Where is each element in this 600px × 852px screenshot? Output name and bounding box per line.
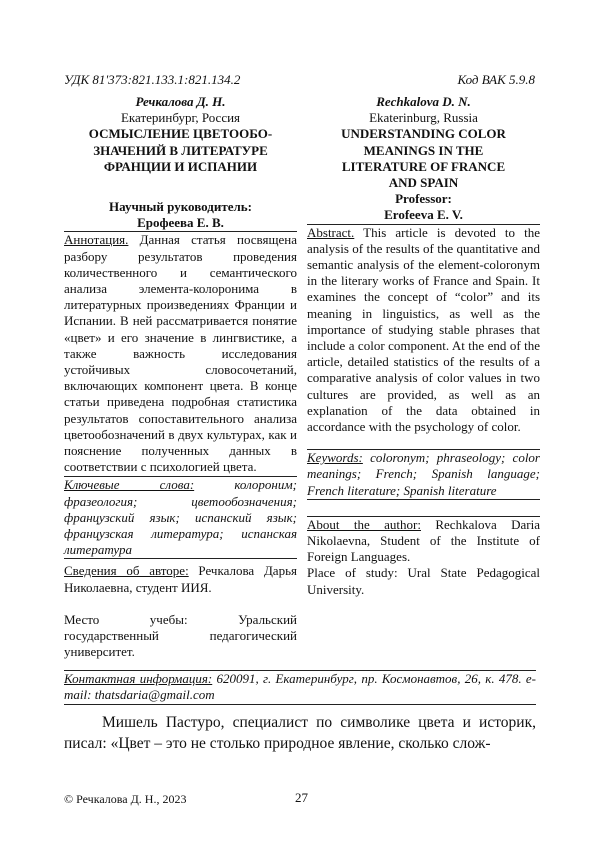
about-label-en: About the author: [307, 516, 421, 532]
title-line: AND SPAIN [388, 175, 459, 191]
title-line: UNDERSTANDING COLOR [341, 126, 506, 142]
keywords-label-en: Keywords: [307, 450, 363, 466]
contact-label: Контактная информация: [64, 671, 213, 686]
about-author-ru [64, 563, 297, 595]
abstract-label-en: Abstract. [307, 224, 355, 240]
title-line: MEANINGS IN THE [363, 142, 484, 158]
russian-column [64, 94, 297, 661]
abstract-en [307, 224, 540, 436]
keywords-text-ru: колороним; фразеология; цветообозначения; французский язык; испанский язык; французская литература; испанская литература [64, 477, 297, 558]
page-number: 27 [295, 790, 308, 805]
article-title-en [307, 126, 540, 191]
study-place-en: Place of study: Ural State Pedagogical University. [307, 565, 540, 597]
author-city-ru: Екатеринбург, Россия [120, 110, 241, 126]
abstract-ru [64, 231, 297, 475]
keywords-text-en: coloronym; phraseology; color meanings; French; Spanish language; French literature; Spanish literature [307, 450, 540, 498]
contact-info [64, 670, 536, 705]
vak-code: Код ВАК 5.9.8 [457, 72, 535, 87]
abstract-text-ru: Данная статья посвящена разбору результатов проведения количественного и семантического анализа элемента-колоронима в литературных произведениях Франции и Испании. В ней рассматривается понятие «цвет» и его значение в лингвистике, а также важность исследования устойчивых словосочетаний, включающих компонент цвета. В конце статьи приведена подробная статистика результатов сопоставительного анализа цветообозначений в двух культурах, как и пояснение полученных данных в соответствии с психологией цвета. [64, 232, 297, 475]
supervisor-label-ru: Научный руководитель: [109, 199, 252, 215]
about-text-ru: Речкалова Дарья Николаевна, студент ИИЯ. [64, 563, 297, 595]
keywords-label-ru: Ключевые слова: [64, 477, 195, 493]
title-line: ЗНАЧЕНИЙ В ЛИТЕРАТУРЕ [93, 142, 268, 158]
author-name-ru: Речкалова Д. Н. [135, 94, 226, 109]
title-line: LITERATURE OF FRANCE [341, 158, 506, 174]
author-name-en: Rechkalova D. N. [376, 94, 471, 109]
keywords-en [307, 449, 540, 500]
about-text-en: Rechkalova Daria Nikolaevna, Student of the Institute of Foreign Languages. [307, 516, 540, 565]
about-label-ru: Сведения об авторе: [64, 563, 189, 579]
abstract-label-ru: Аннотация. [64, 232, 129, 248]
author-city-en: Ekaterinburg, Russia [369, 110, 478, 126]
title-line: ФРАНЦИИ И ИСПАНИИ [103, 158, 258, 174]
title-line: ОСМЫСЛЕНИЕ ЦВЕТООБО- [88, 126, 273, 142]
contact-text: 620091, г. Екатеринбург, пр. Космонавтов, 26, к. 478. e-mail: thatsdaria@gmail.com [64, 671, 536, 703]
english-column [307, 94, 540, 598]
udk-code: УДК 81'373:821.133.1:821.134.2 [64, 72, 241, 87]
abstract-text-en: This article is devoted to the analysis of the results of the quantitative and semantic analysis of the element-coloronym in the literary works of France and Spain. It examines the concept of “color” and its meaning in linguistics, as well as the importance of studying stable phrases that include a color component. At the end of the article, detailed statistics of the results of a comparative analysis of color values in two cultures are provided, as well as an explanation of the data obtained in accordance with the psychology of color. [307, 224, 540, 435]
supervisor-name-en: Erofeeva E. V. [384, 207, 463, 223]
body-paragraph: Мишель Пастуро, специалист по символике цвета и историк, писал: «Цвет – это не столько природное явление, сколько слож- [64, 714, 536, 752]
keywords-ru [64, 476, 297, 559]
article-title-ru [64, 126, 297, 175]
copyright: © Речкалова Д. Н., 2023 [64, 792, 187, 806]
study-place-ru: Место учебы: Уральский государственный педагогический университет. [64, 611, 297, 660]
supervisor-label-en: Professor: [395, 191, 452, 207]
article-body [64, 712, 536, 754]
supervisor-name-ru: Ерофеева Е. В. [137, 215, 224, 231]
about-author-en [307, 516, 540, 566]
